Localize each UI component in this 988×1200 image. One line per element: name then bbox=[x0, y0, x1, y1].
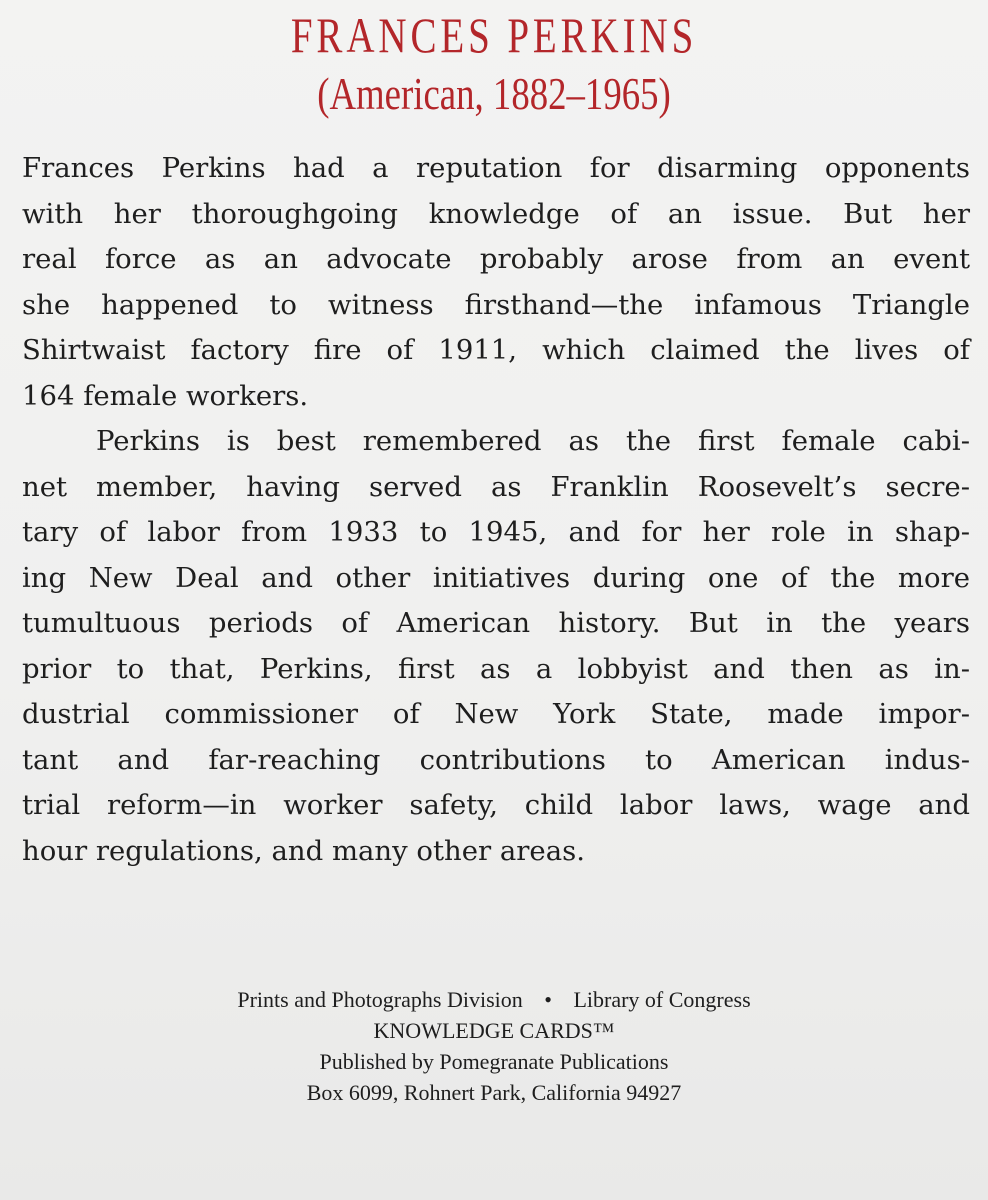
bullet-separator: • bbox=[544, 987, 552, 1012]
body-line: trial reform—in worker safety, child labor laws, wage and bbox=[22, 789, 970, 821]
card-subtitle: (American, 1882–1965) bbox=[317, 68, 671, 119]
credit-address: Box 6099, Rohnert Park, California 94927 bbox=[306, 1080, 682, 1105]
credit-series: KNOWLEDGE CARDS™ bbox=[373, 1018, 615, 1043]
card-credits bbox=[0, 984, 988, 1108]
body-line: Frances Perkins had a reputation for disarming opponents bbox=[22, 152, 970, 184]
body-line: tary of labor from 1933 to 1945, and for her role in shap- bbox=[22, 516, 970, 548]
body-line: net member, having served as Franklin Roosevelt’s secre- bbox=[22, 470, 970, 503]
credit-source-row bbox=[0, 984, 988, 1015]
credit-library: Library of Congress bbox=[573, 987, 751, 1012]
body-line: hour regulations, and many other areas. bbox=[22, 834, 585, 867]
paragraph-2 bbox=[22, 419, 970, 874]
body-line: dustrial commissioner of New York State, made impor- bbox=[22, 698, 970, 730]
body-line: tumultuous periods of American history. But in the years bbox=[22, 607, 970, 639]
body-line: Perkins is best remembered as the first female cabi- bbox=[96, 425, 970, 457]
card-body bbox=[22, 146, 970, 874]
credit-publisher: Published by Pomegranate Publications bbox=[319, 1049, 669, 1074]
body-line: tant and far-reaching contributions to American indus- bbox=[22, 743, 970, 776]
body-line: prior to that, Perkins, first as a lobbyist and then as in- bbox=[22, 652, 970, 685]
body-line: 164 female workers. bbox=[22, 379, 309, 412]
body-line: with her thoroughgoing knowledge of an issue. But her bbox=[22, 197, 970, 230]
body-line: real force as an advocate probably arose from an event bbox=[22, 243, 970, 275]
body-line: Shirtwaist factory fire of 1911, which claimed the lives of bbox=[22, 334, 970, 366]
card-title: FRANCES PERKINS bbox=[290, 7, 698, 63]
body-line: ing New Deal and other initiatives during one of the more bbox=[22, 561, 970, 594]
body-line: she happened to witness firsthand—the infamous Triangle bbox=[22, 288, 970, 321]
credit-division: Prints and Photographs Division bbox=[237, 987, 523, 1012]
paragraph-1 bbox=[22, 146, 970, 419]
